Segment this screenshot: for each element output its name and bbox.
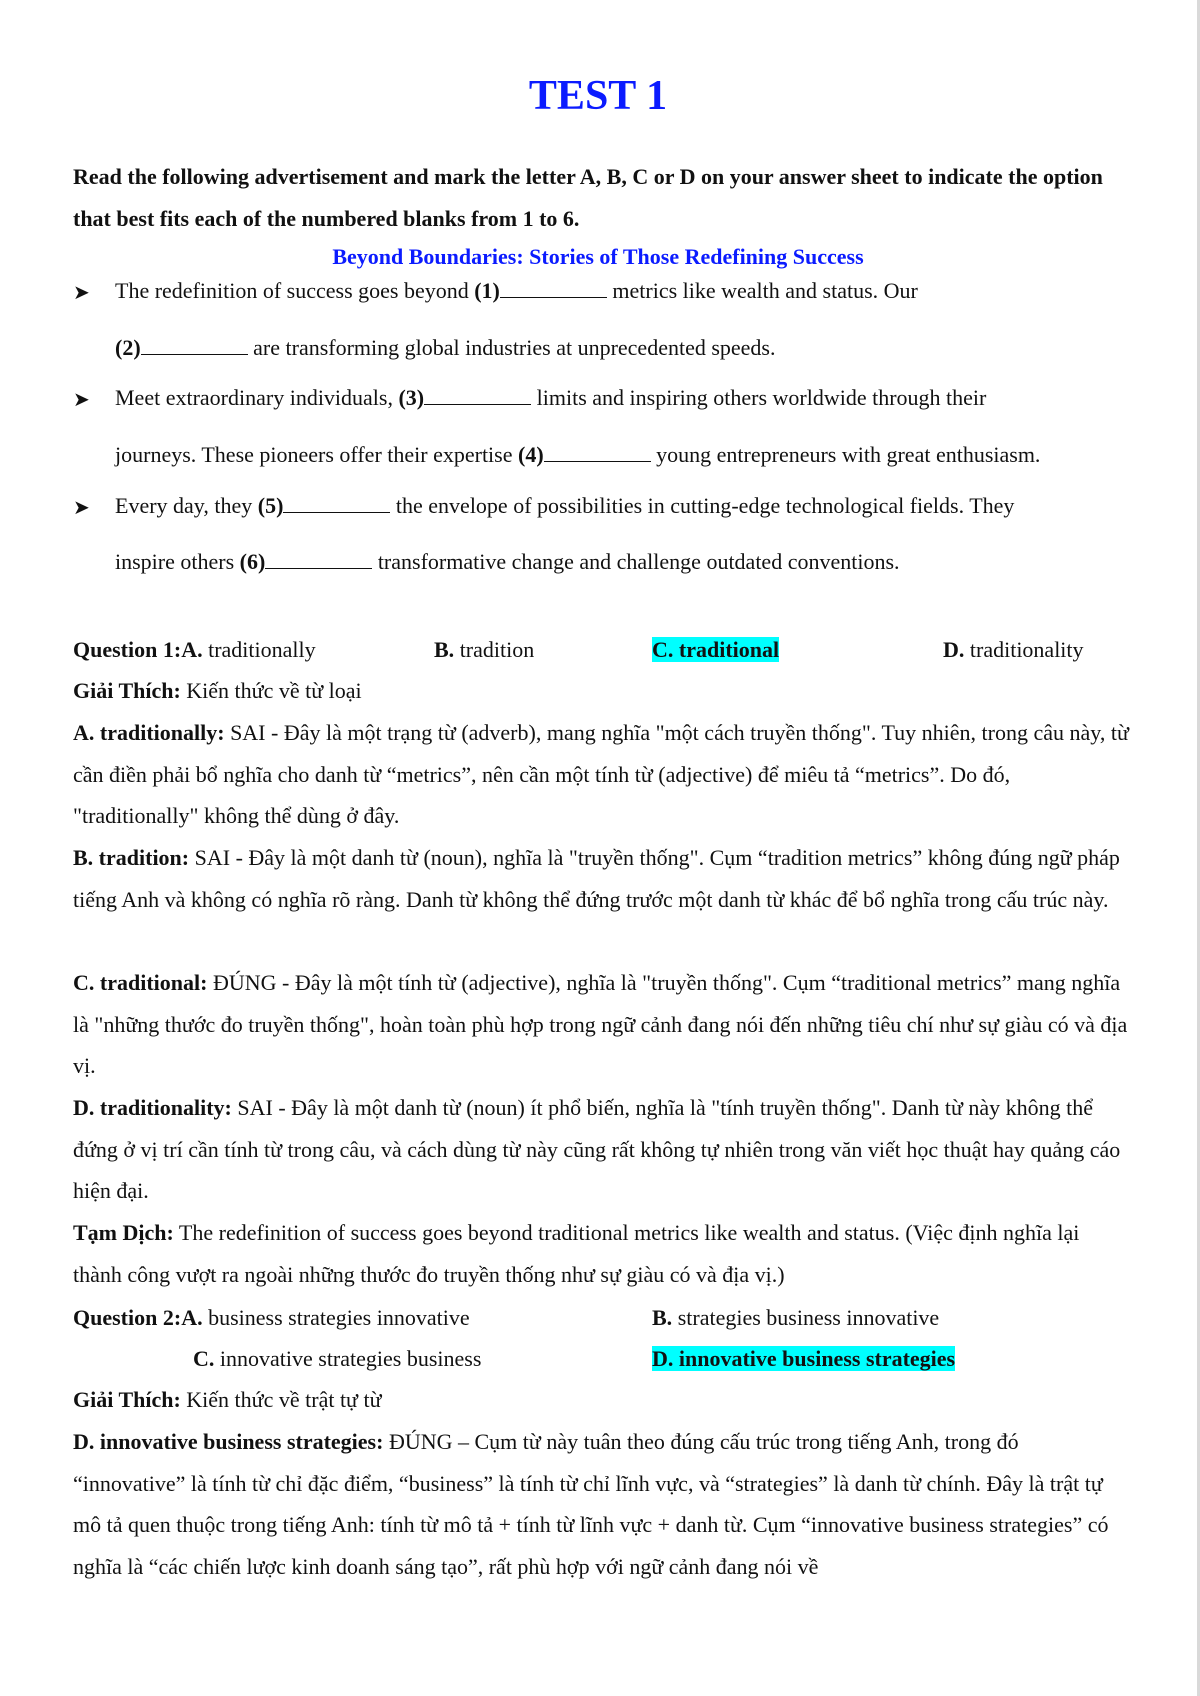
option-letter: D. xyxy=(943,637,965,662)
blank-line xyxy=(500,279,607,298)
explanation-head: C. traditional: xyxy=(73,970,208,995)
page-title: TEST 1 xyxy=(528,73,668,119)
option-letter: B. xyxy=(434,637,455,662)
blank-line xyxy=(265,550,372,569)
option-letter: B. xyxy=(652,1305,673,1330)
ad-line-5 xyxy=(115,493,1014,519)
question-2-option-c xyxy=(193,1346,481,1372)
option-a: traditionally xyxy=(202,637,316,662)
ad-line-6 xyxy=(115,549,900,575)
question-label: Question 1: xyxy=(73,637,182,662)
correct-answer-highlight: C. traditional xyxy=(652,637,780,662)
explanation-b xyxy=(73,837,1133,920)
question-1-option-c xyxy=(652,637,779,663)
option-letter: A. xyxy=(181,1305,203,1330)
explanation-q2-d xyxy=(73,1421,1133,1587)
arrowhead-bullet-icon: ➤ xyxy=(73,497,90,519)
translation xyxy=(73,1212,1133,1295)
ad-text: limits and inspiring others worldwide through their xyxy=(531,385,987,410)
question-2-explanation-heading xyxy=(73,1387,382,1413)
ad-line-1 xyxy=(115,278,918,304)
ad-text: journeys. These pioneers offer their expertise xyxy=(115,442,518,467)
ad-line-3 xyxy=(115,385,986,411)
option-b: strategies business innovative xyxy=(672,1305,940,1330)
ad-text: young entrepreneurs with great enthusiasm. xyxy=(650,442,1041,467)
option-c: innovative strategies business xyxy=(214,1346,482,1371)
ad-text: Meet extraordinary individuals, xyxy=(115,385,399,410)
explanation-head: D. innovative business strategies: xyxy=(73,1429,384,1454)
blank-line xyxy=(424,386,531,405)
explanation-text: ĐÚNG – Cụm từ này tuân theo đúng cấu trúc trong tiếng Anh, trong đó “innovative” là tính từ chỉ đặc điểm, “business” là tính từ chỉ lĩnh vực, và “strategies” là danh từ chính. Đây là trật tự mô tả quen thuộc trong tiếng Anh: tính từ mô tả + tính từ lĩnh vực + danh từ. Cụm “innovative business strategies” có nghĩa là “các chiến lược kinh doanh sáng tạo”, rất phù hợp với ngữ cảnh đang nói về xyxy=(73,1429,1109,1579)
ad-text: the envelope of possibilities in cutting-edge technological fields. They xyxy=(390,493,1015,518)
option-letter: C. xyxy=(193,1346,215,1371)
explanation-text: ĐÚNG - Đây là một tính từ (adjective), nghĩa là "truyền thống". Cụm “traditional metrics” mang nghĩa là "những thước đo truyền thống", hoàn toàn phù hợp trong ngữ cảnh đang nói đến những tiêu chí như sự giàu có và địa vị. xyxy=(73,970,1128,1078)
explanation-label: Giải Thích: xyxy=(73,1387,181,1412)
blank-number: (5) xyxy=(257,493,284,518)
explanation-text: SAI - Đây là một danh từ (noun), nghĩa là "truyền thống". Cụm “tradition metrics” không đúng ngữ pháp tiếng Anh và không có nghĩa rõ ràng. Danh từ không thể đứng trước một danh từ khác để bổ nghĩa trong cấu trúc này. xyxy=(73,845,1120,912)
question-1-option-b xyxy=(434,637,534,663)
explanation-topic: Kiến thức về từ loại xyxy=(180,678,362,703)
explanation-label: Giải Thích: xyxy=(73,678,181,703)
explanation-c xyxy=(73,962,1133,1087)
blank-line xyxy=(283,494,390,513)
blank-line xyxy=(544,443,651,462)
explanation-head: B. tradition: xyxy=(73,845,190,870)
question-1-option-d xyxy=(943,637,1084,663)
ad-text: metrics like wealth and status. Our xyxy=(606,278,918,303)
ad-text: Every day, they xyxy=(115,493,258,518)
question-label: Question 2: xyxy=(73,1305,182,1330)
explanation-topic: Kiến thức về trật tự từ xyxy=(180,1387,382,1412)
question-1-options xyxy=(73,637,316,663)
question-2-option-d xyxy=(652,1346,955,1372)
arrowhead-bullet-icon: ➤ xyxy=(73,282,90,304)
explanation-a xyxy=(73,712,1133,837)
arrowhead-bullet-icon: ➤ xyxy=(73,389,90,411)
explanation-text: SAI - Đây là một danh từ (noun) ít phổ biến, nghĩa là "tính truyền thống". Danh từ này không thể đứng ở vị trí cần tính từ trong câu, và cách dùng từ này cũng rất không tự nhiên trong văn viết học thuật hay quảng cáo hiện đại. xyxy=(73,1095,1121,1203)
option-letter: A. xyxy=(181,637,203,662)
ad-line-4 xyxy=(115,442,1040,468)
question-2-options xyxy=(73,1305,470,1331)
option-d: traditionality xyxy=(964,637,1084,662)
blank-number: (3) xyxy=(398,385,425,410)
instruction: Read the following advertisement and mark the letter A, B, C or D on your answer sheet to indicate the option that best fits each of the numbered blanks from 1 to 6. xyxy=(73,164,1103,231)
explanation-text: SAI - Đây là một trạng từ (adverb), mang nghĩa "một cách truyền thống". Tuy nhiên, trong câu này, từ cần điền phải bổ nghĩa cho danh từ “metrics”, nên cần một tính từ (adjective) để miêu tả “metrics”. Do đó, "traditionally" không thể dùng ở đây. xyxy=(73,720,1129,828)
option-a: business strategies innovative xyxy=(202,1305,470,1330)
blank-number: (1) xyxy=(474,278,500,303)
option-b: tradition xyxy=(454,637,535,662)
ad-line-2 xyxy=(115,335,775,361)
blank-number: (4) xyxy=(518,442,544,467)
question-1-explanation-heading xyxy=(73,678,362,704)
explanation-head: D. traditionality: xyxy=(73,1095,232,1120)
ad-text: transformative change and challenge outdated conventions. xyxy=(372,549,900,574)
explanation-head: A. traditionally: xyxy=(73,720,225,745)
ad-text: are transforming global industries at unprecedented speeds. xyxy=(247,335,776,360)
ad-text: inspire others xyxy=(115,549,240,574)
question-2-option-b xyxy=(652,1305,939,1331)
translation-head: Tạm Dịch: xyxy=(73,1220,174,1245)
translation-text: The redefinition of success goes beyond traditional metrics like wealth and status. (Việc định nghĩa lại thành công vượt ra ngoài những thước đo truyền thống như sự giàu có và địa vị.) xyxy=(73,1220,1080,1287)
blank-number: (2) xyxy=(115,335,141,360)
blank-line xyxy=(141,336,248,355)
correct-answer-highlight: D. innovative business strategies xyxy=(652,1346,956,1371)
ad-text: The redefinition of success goes beyond xyxy=(115,278,475,303)
blank-number: (6) xyxy=(239,549,266,574)
explanation-d xyxy=(73,1087,1133,1212)
ad-title: Beyond Boundaries: Stories of Those Redefining Success xyxy=(332,244,864,269)
